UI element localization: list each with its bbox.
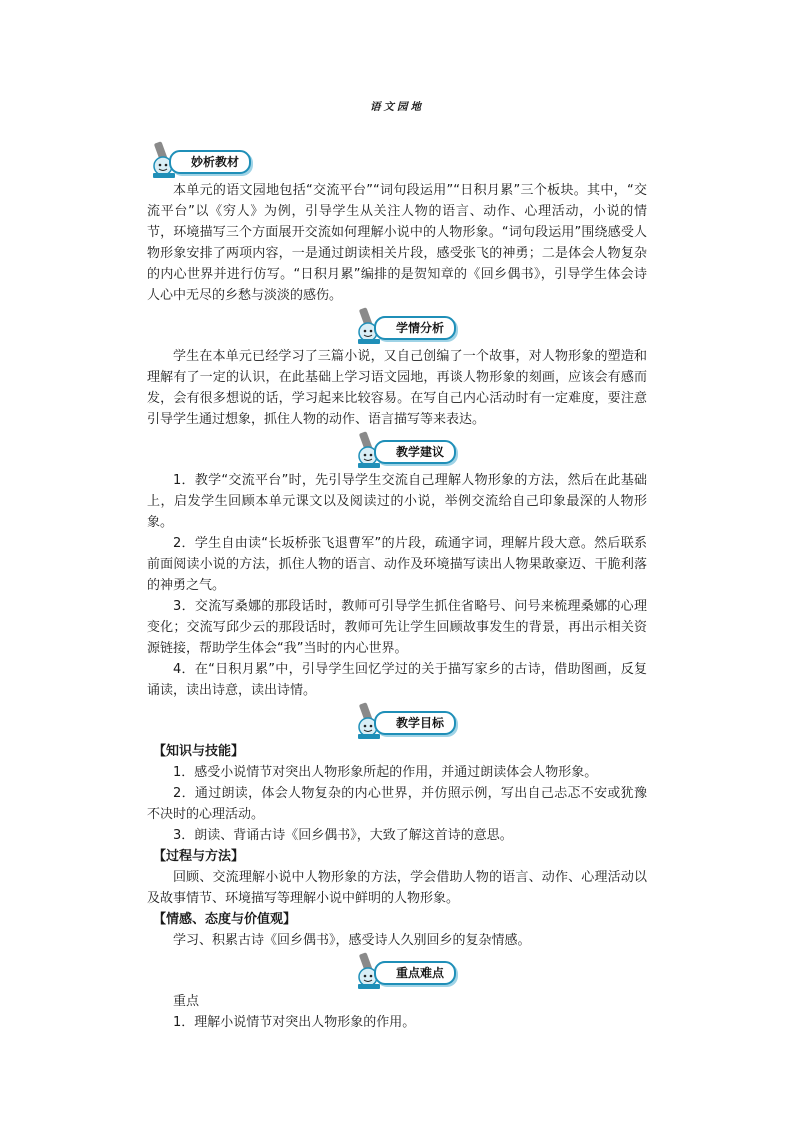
paragraph: 3．交流写桑娜的那段话时，教师可引导学生抓住省略号、问号来梳理桑娜的心理变化；交流写邱少云的那段话时，教师可先让学生回顾故事发生的背景，再出示相关资源链接，帮助学生体会“我”当时的内心世界。 [147,599,647,656]
section-header-goals [352,701,472,741]
paragraph: 2．通过朗读，体会人物复杂的内心世界，并仿照示例，写出自己忐忑不安或犹豫不决时的心理活动。 [147,786,647,822]
paragraph: 学生在本单元已经学习了三篇小说，又自己创编了一个故事，对人物形象的塑造和理解有了一定的认识，在此基础上学习语文园地，再谈人物形象的刻画，应该会有感而发，会有很多想说的话，学习起来比较容易。在写自己内心活动时有一定难度，要注意引导学生通过想象，抓住人物的动作、语言描写等来表达。 [147,349,647,427]
paragraph: 学习、积累古诗《回乡偶书》，感受诗人久别回乡的复杂情感。 [173,933,531,948]
page-title: 语文园地 [370,101,424,113]
paragraph: 3．朗读、背诵古诗《回乡偶书》，大致了解这首诗的意思。 [173,828,513,843]
section-header-analysis [352,306,472,346]
section-badge: 妙析教材 [169,150,251,174]
section-badge: 教学目标 [374,711,456,735]
subheading: 【情感、态度与价值观】 [153,912,297,927]
paragraph: 1．感受小说情节对突出人物形象所起的作用，并通过朗读体会人物形象。 [173,765,598,780]
section-header-key-points [352,951,472,991]
paragraph: 回顾、交流理解小说中人物形象的方法，学会借助人物的语言、动作、心理活动以及故事情节、环境描写等理解小说中鲜明的人物形象。 [147,870,647,906]
section-badge: 教学建议 [374,440,456,464]
paragraph: 1．理解小说情节对突出人物形象的作用。 [173,1015,416,1030]
section-header-suggestions [352,430,472,470]
subheading: 【过程与方法】 [153,849,245,864]
paragraph: 本单元的语文园地包括“交流平台”“词句段运用”“日积月累”三个板块。其中，“交流平台”以《穷人》为例，引导学生从关注人物的语言、动作、心理活动，小说的情节，环境描写三个方面展开交流如何理解小说中的人物形象。“词句段运用”围绕感受人物形象安排了两项内容，一是通过朗读相关片段，感受张飞的神勇；二是体会人物复杂的内心世界并进行仿写。“日积月累”编排的是贺知章的《回乡偶书》，引导学生体会诗人心中无尽的乡愁与淡淡的感伤。 [147,183,647,303]
paragraph: 4．在“日积月累”中，引导学生回忆学过的关于描写家乡的古诗，借助图画，反复诵读，读出诗意，读出诗情。 [147,662,647,698]
paragraph: 1．教学“交流平台”时，先引导学生交流自己理解人物形象的方法，然后在此基础上，启发学生回顾本单元课文以及阅读过的小说，举例交流给自己印象最深的人物形象。 [147,473,647,530]
section-badge: 学情分析 [374,316,456,340]
paragraph: 2．学生自由读“长坂桥张飞退曹军”的片段，疏通字词，理解片段大意。然后联系前面阅读小说的方法，抓住人物的语言、动作及环境描写读出人物果敢豪迈、干脆利落的神勇之气。 [147,536,647,593]
content-body [147,140,647,1033]
section-badge: 重点难点 [374,961,456,985]
subheading: 【知识与技能】 [153,744,245,759]
subheading-key: 重点 [173,994,200,1009]
section-header-textbook [147,140,287,180]
